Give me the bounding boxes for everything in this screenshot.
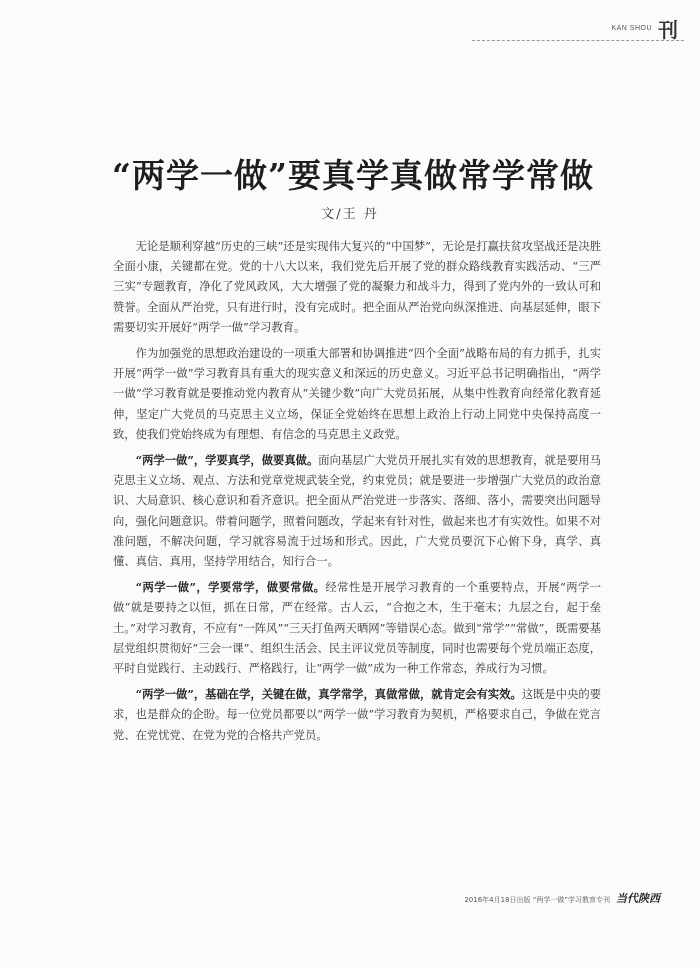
column-tag [611,14,678,43]
paragraph-lead: “两学一做”，基础在学，关键在做，真学常学，真做常做，就肯定会有实效。 [135,687,522,702]
issue-info: 2016年4月18日出版 “两学一做”学习教育专刊 [464,896,610,904]
paragraph-lead: “两学一做”，学要常学，做要常做。 [135,580,326,595]
column-tag-char: 刊 [658,18,678,42]
paragraph-text: 面向基层广大党员开展扎实有效的思想教育，就是要用马克思主义立场、观点、方法和党章党规武装全党，约束党员；就是要进一步增强广大党员的政治意识、大局意识、核心意识和看齐意识。把全面从严治党进一步落实、落细、落小，需要突出问题导向，强化问题意识。带着问题学，照着问题改，学起来有针对性，做起来也才有实效性。如果不对准问题，不解决问题，学习就容易流于过场和形式。因此，广大党员要沉下心俯下身，真学、真懂、真信、真用，坚持学用结合，知行合一。 [113,454,601,569]
column-tag-latin: KAN SHOU [611,25,652,32]
magazine-logo: 当代陕西 [616,892,660,905]
article-paragraph [113,236,601,338]
article-byline: 文/王 丹 [321,207,379,222]
paragraph-text: 这既是中央的要求，也是群众的企盼。每一位党员都要以“两学一做”学习教育为契机，严格要求自己，争做在党言党、在党忧党、在党为党的合格共产党员。 [113,688,601,742]
article-paragraph [113,450,601,572]
header-divider [472,40,684,41]
article-paragraph [113,577,601,679]
page-footer [464,890,660,906]
paragraph-text: 无论是顺利穿越“历史的三峡”还是实现伟大复兴的“中国梦”，无论是打赢扶贫攻坚战还是决胜全面小康，关键都在党。党的十八大以来，我们党先后开展了党的群众路线教育实践活动、“三严三实”专题教育，净化了党风政风，大大增强了党的凝聚力和战斗力，得到了党内外的一致认可和赞誉。全面从严治党，只有进行时，没有完成时。把全面从严治党向纵深推进、向基层延伸，眼下需要切实开展好“两学一做”学习教育。 [113,240,601,334]
paragraph-text: 经常性是开展学习教育的一个重要特点，开展“两学一做”就是要持之以恒，抓在日常，严在经常。古人云，“合抱之木，生于毫末；九层之台，起于垒土。”对学习教育，不应有“一阵风”“三天打鱼两天晒网”等错误心态。做到“常学”“常做”，既需要基层党组织贯彻好“三会一课”、组织生活会、民主评议党员等制度，同时也需要每个党员端正态度，平时自觉践行、主动践行、严格践行，让“两学一做”成为一种工作常态，养成行为习惯。 [113,581,602,676]
article-paragraph [113,343,601,445]
article-title: “两学一做”要真学真做常学常做 [112,156,594,196]
article-paragraph [113,684,601,746]
article-body [113,236,601,751]
paragraph-lead: “两学一做”，学要真学，做要真做。 [135,453,319,468]
paragraph-text: 作为加强党的思想政治建设的一项重大部署和协调推进“四个全面”战略布局的有力抓手，扎实开展“两学一做”学习教育具有重大的现实意义和深远的历史意义。习近平总书记明确指出，“两学一做”学习教育就是要推动党内教育从“关键少数”向广大党员拓展，从集中性教育向经常化教育延伸，坚定广大党员的马克思主义立场，保证全党始终在思想上政治上行动上同党中央保持高度一致，使我们党始终成为有理想、有信念的马克思主义政党。 [113,347,601,441]
